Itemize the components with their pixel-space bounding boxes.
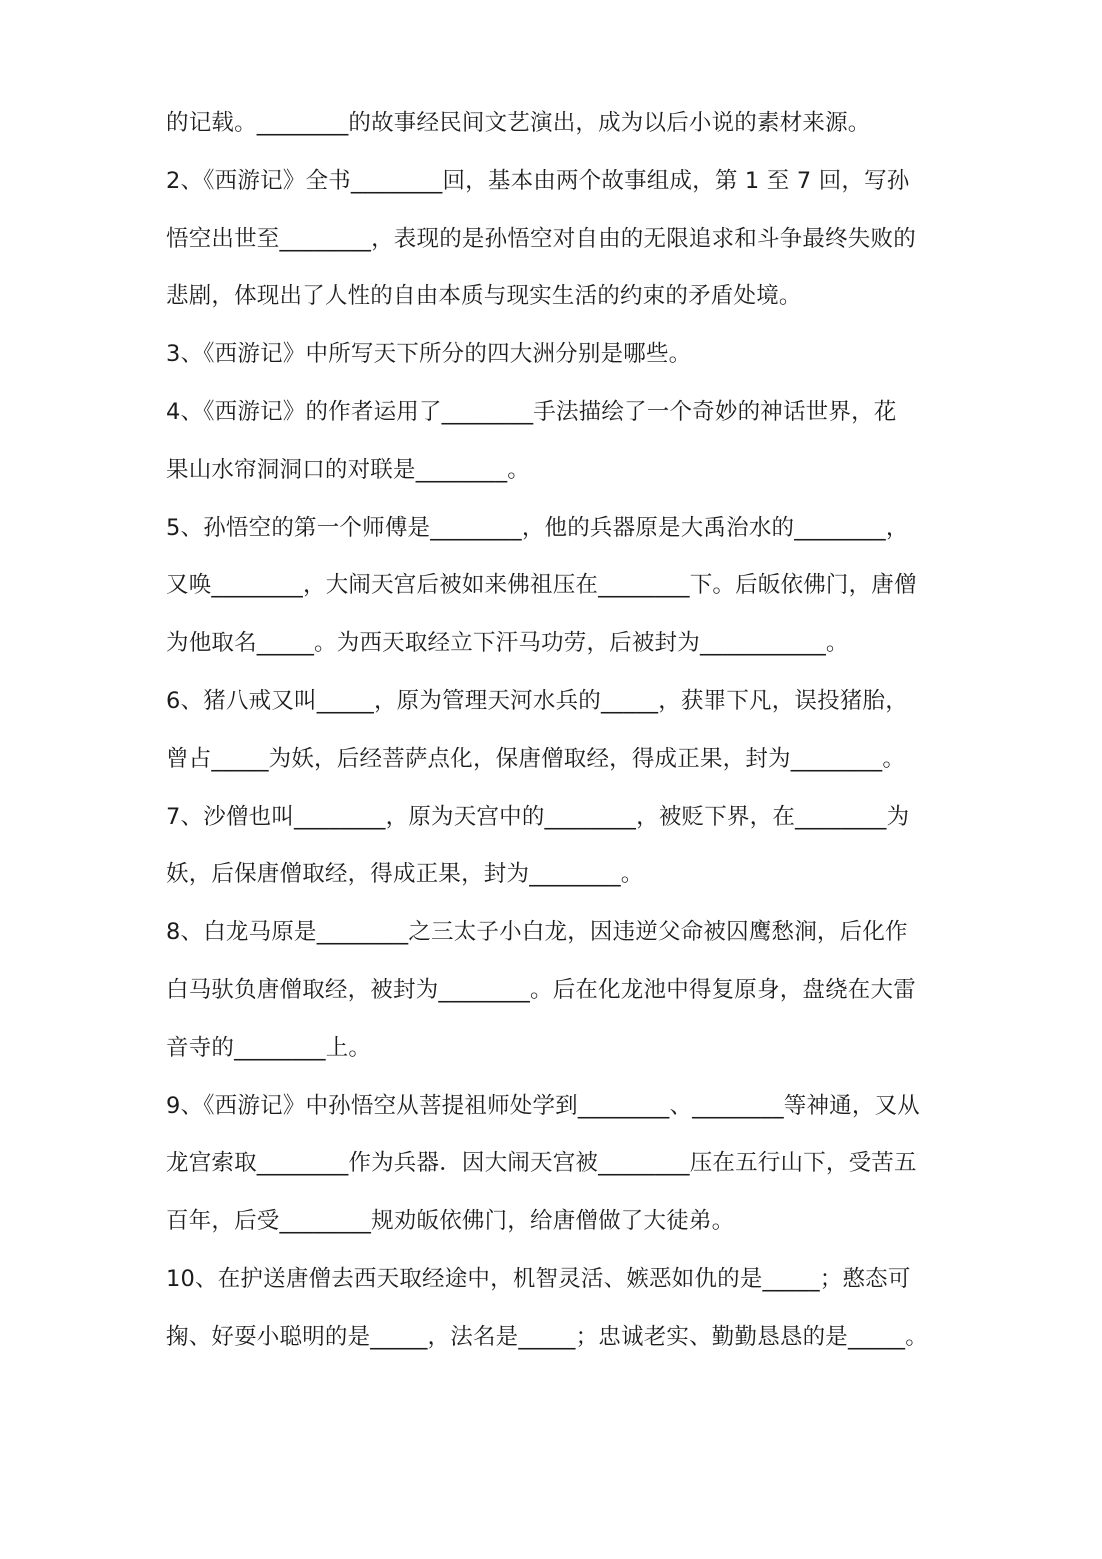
question-2-line-1: 2、《西游记》全书________回，基本由两个故事组成，第 1 至 7 回，写孙 [166,167,910,194]
question-8-line-2: 白马驮负唐僧取经，被封为________。后在化龙池中得复原身，盘绕在大雷 [166,976,916,1003]
document-body [166,95,946,1367]
question-9-line-1: 9、《西游记》中孙悟空从菩提祖师处学到________、________等神通，又从 [166,1092,920,1119]
question-2-line-2: 悟空出世至________，表现的是孙悟空对自由的无限追求和斗争最终失败的 [166,225,916,252]
question-10-line-2: 掬、好耍小聪明的是_____，法名是_____；忠诚老实、勤勤恳恳的是_____。 [166,1323,928,1350]
question-2-line-3: 悲剧，体现出了人性的自由本质与现实生活的约束的矛盾处境。 [166,283,802,310]
question-3-line-1: 3、《西游记》中所写天下所分的四大洲分别是哪些。 [166,341,692,368]
question-6-line-2: 曾占_____为妖，后经菩萨点化，保唐僧取经，得成正果，封为________。 [166,745,906,772]
question-5-line-1: 5、孙悟空的第一个师傅是________，他的兵器原是大禹治水的________， [166,514,909,541]
question-9-line-2: 龙宫索取________作为兵器．因大闹天宫被________压在五行山下，受苦五 [166,1150,917,1177]
question-4-line-1: 4、《西游记》的作者运用了________手法描绘了一个奇妙的神话世界，花 [166,398,897,425]
question-4-line-2: 果山水帘洞洞口的对联是________。 [166,456,531,483]
question-8-line-3: 音寺的________上。 [166,1034,372,1061]
question-5-line-2: 又唤________，大闹天宫后被如来佛祖压在________下。后皈依佛门，唐僧 [166,572,917,599]
question-7-line-1: 7、沙僧也叫________，原为天宫中的________，被贬下界，在________为 [166,803,910,830]
question-8-line-1: 8、白龙马原是________之三太子小白龙，因违逆父命被囚鹰愁涧，后化作 [166,919,908,946]
question-5-line-3: 为他取名_____。为西天取经立下汗马功劳，后被封为___________。 [166,630,849,657]
text-line: 的记载。________的故事经民间文艺演出，成为以后小说的素材来源。 [166,110,871,136]
question-10-line-1: 10、在护送唐僧去西天取经途中，机智灵活、嫉恶如仇的是_____；憨态可 [166,1265,911,1292]
question-9-line-3: 百年，后受________规劝皈依佛门，给唐僧做了大徒弟。 [166,1208,735,1235]
question-6-line-1: 6、猪八戒又叫_____，原为管理天河水兵的_____，获罪下凡，误投猪胎， [166,687,908,714]
question-7-line-2: 妖，后保唐僧取经，得成正果，封为________。 [166,861,644,888]
